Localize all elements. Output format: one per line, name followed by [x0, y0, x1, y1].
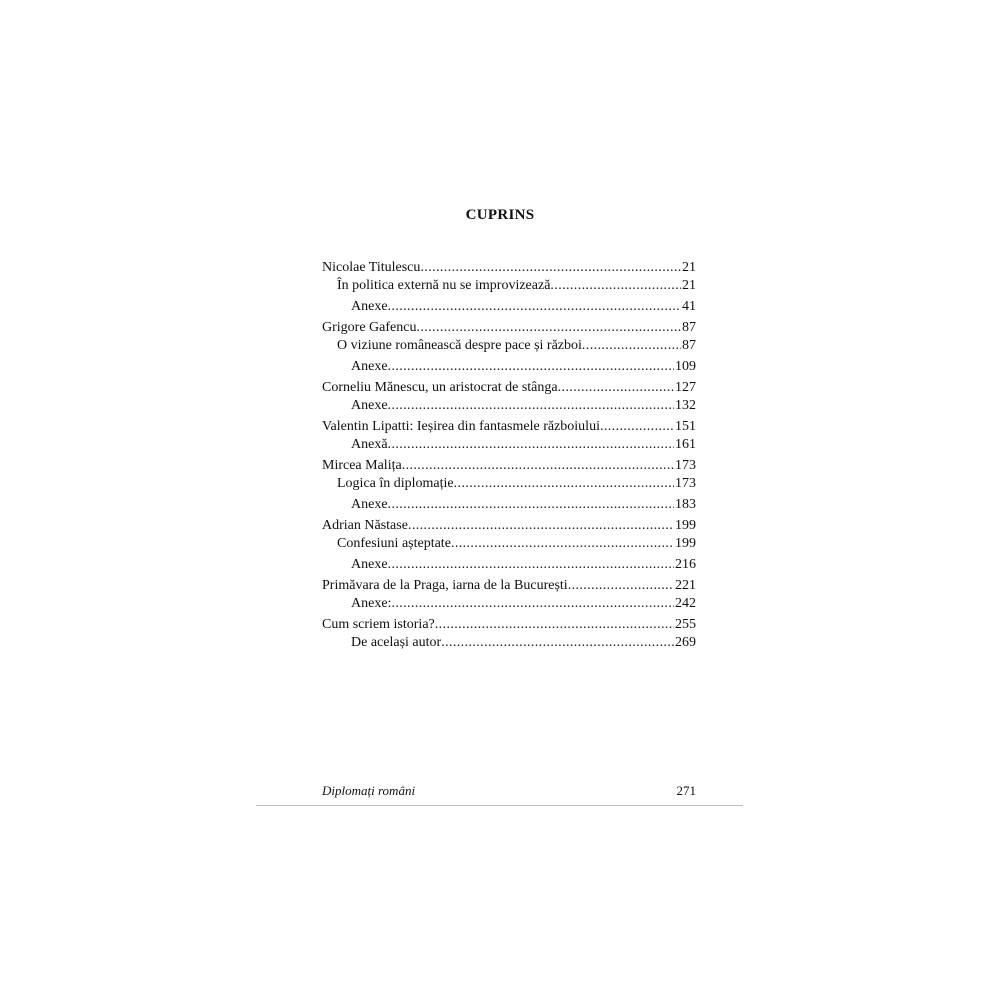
footer-divider	[256, 805, 743, 806]
toc-entry-page: 41	[682, 299, 696, 314]
toc-dot-leader	[451, 535, 674, 553]
toc-entry	[322, 259, 696, 277]
toc-entry-label: De același autor	[351, 635, 442, 650]
toc-dot-leader	[558, 379, 674, 397]
toc-entry-page: 173	[675, 458, 696, 473]
toc-dot-leader	[388, 358, 674, 376]
toc-entry	[322, 577, 696, 595]
toc-entry-page: 21	[682, 260, 696, 275]
toc-entry	[322, 277, 696, 295]
toc-dot-leader	[441, 634, 674, 652]
toc-dot-leader	[454, 475, 674, 493]
toc-entry-page: 199	[675, 518, 696, 533]
toc-entry	[322, 436, 696, 454]
toc-entry-page: 21	[682, 278, 696, 293]
toc-entry-page: 269	[675, 635, 696, 650]
toc-dot-leader	[388, 436, 674, 454]
toc-entry-page: 183	[675, 497, 696, 512]
toc-entry-label: O viziune românească despre pace și război	[337, 338, 582, 353]
toc-entry	[322, 418, 696, 436]
toc-entry	[322, 358, 696, 376]
toc-entry-label: Valentin Lipatti: Ieșirea din fantasmele războiului	[322, 419, 600, 434]
toc-entry	[322, 634, 696, 652]
toc-entry-label: Nicolae Titulescu	[322, 260, 421, 275]
page-title: CUPRINS	[465, 207, 535, 223]
toc-dot-leader	[402, 457, 674, 475]
toc-entry-page: 216	[675, 557, 696, 572]
toc-entry-label: Mircea Malița	[322, 458, 402, 473]
toc-entry-page: 255	[675, 617, 696, 632]
toc-entry-label: Grigore Gafencu	[322, 320, 417, 335]
toc-entry	[322, 535, 696, 553]
toc-entry	[322, 337, 696, 355]
toc-entry	[322, 475, 696, 493]
toc-entry-label: Anexă	[351, 437, 388, 452]
toc-entry	[322, 298, 696, 316]
toc-entry	[322, 517, 696, 535]
toc-entry-label: Anexe	[351, 359, 388, 374]
toc-entry-label: Primăvara de la Praga, iarna de la București	[322, 578, 568, 593]
toc-entry	[322, 616, 696, 634]
toc-entry	[322, 496, 696, 514]
footer-page-number: 271	[676, 783, 696, 798]
toc-entry-label: Anexe	[351, 398, 388, 413]
toc-entry-page: 221	[675, 578, 696, 593]
toc-entry-page: 161	[675, 437, 696, 452]
toc-dot-leader	[550, 277, 681, 295]
toc-entry-label: Anexe:	[351, 596, 392, 611]
toc-entry-label: Corneliu Mănescu, un aristocrat de stânga	[322, 380, 558, 395]
toc-dot-leader	[435, 616, 674, 634]
toc-entry-label: Logica în diplomație	[337, 476, 454, 491]
toc-entry-page: 87	[682, 320, 696, 335]
toc-dot-leader	[420, 259, 681, 277]
toc-entry-page: 127	[675, 380, 696, 395]
toc-entry-page: 173	[675, 476, 696, 491]
toc-entry-label: Cum scriem istoria?	[322, 617, 435, 632]
footer-book-title: Diplomați români	[322, 783, 416, 798]
toc-dot-leader	[568, 577, 674, 595]
toc-entry	[322, 595, 696, 613]
toc-entry-label: Anexe	[351, 557, 388, 572]
toc-dot-leader	[600, 418, 674, 436]
toc-entry	[322, 319, 696, 337]
toc-entry-label: Confesiuni așteptate	[337, 536, 451, 551]
toc-entry	[322, 379, 696, 397]
toc-dot-leader	[388, 397, 674, 415]
table-of-contents	[322, 259, 696, 652]
toc-entry	[322, 556, 696, 574]
toc-dot-leader	[388, 298, 681, 316]
toc-entry-page: 109	[675, 359, 696, 374]
toc-dot-leader	[416, 319, 681, 337]
toc-entry-label: În politica externă nu se improvizează	[337, 278, 551, 293]
toc-dot-leader	[388, 496, 674, 514]
toc-entry-label: Anexe	[351, 299, 388, 314]
toc-entry-page: 199	[675, 536, 696, 551]
toc-dot-leader	[388, 556, 674, 574]
toc-dot-leader	[408, 517, 674, 535]
toc-dot-leader	[582, 337, 681, 355]
toc-entry	[322, 457, 696, 475]
toc-entry-page: 151	[675, 419, 696, 434]
toc-entry-page: 242	[675, 596, 696, 611]
toc-entry-label: Adrian Năstase	[322, 518, 408, 533]
toc-entry	[322, 397, 696, 415]
toc-entry-page: 132	[675, 398, 696, 413]
toc-dot-leader	[391, 595, 674, 613]
toc-entry-page: 87	[682, 338, 696, 353]
toc-entry-label: Anexe	[351, 497, 388, 512]
